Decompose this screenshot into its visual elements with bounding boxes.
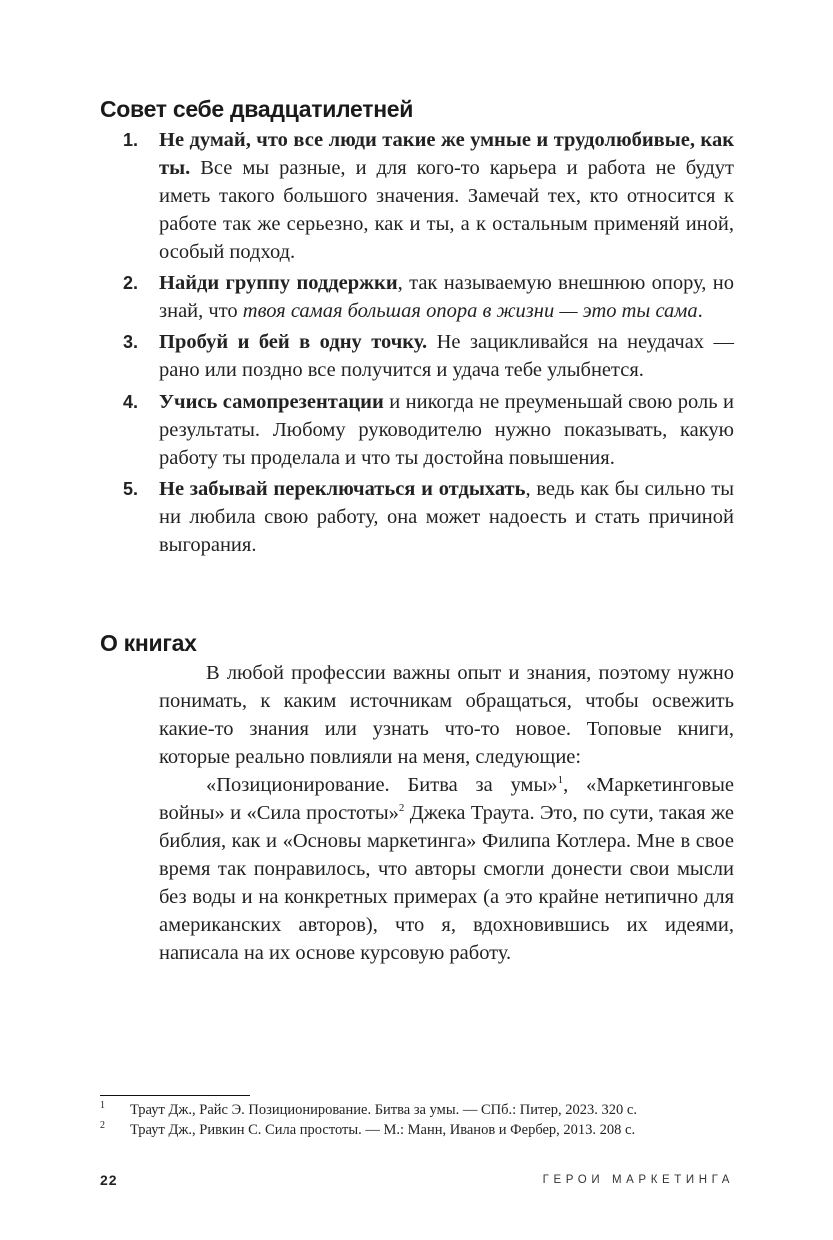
list-item-text: Все мы разные, и для кого-то карьера и работа не будут иметь такого большого значения. Замечай тех, кто относится к работе так же серьезно, как и ты, а к остальным применяй иной, особый подход.	[159, 157, 734, 263]
list-item	[100, 269, 734, 325]
list-item-text: и никогда не преуменьшай свою роль и результаты. Любому руководителю нужно показывать, какую работу ты проделала и что ты достойна повышения.	[159, 390, 734, 469]
running-head: ГЕРОИ МАРКЕТИНГА	[542, 1174, 734, 1186]
list-item-bold: Не забывай переключаться и отдыхать	[159, 477, 526, 500]
list-item-text: , так называемую внешнюю опору, но знай, что	[159, 272, 735, 323]
paragraph-text: Джека Траута. Это, по сути, такая же библия, как и «Основы маркетинга» Филипа Котлера. Мне в свое время так понравилось, что авторы смогли донести свои мысли без воды и на конкретных примерах (а это крайне нетипично для американских авторов), что я, вдохновившись их идеями, написала на их основе курсовую работу.	[159, 802, 734, 964]
list-item-text: Не зацикливайся на неудачах — рано или поздно все получится и удача тебе улыбнется.	[159, 331, 734, 382]
list-item-italic: твоя самая большая опора в жизни — это ты сама	[242, 300, 698, 323]
list-item	[100, 126, 734, 266]
footnote-text: Траут Дж., Райс Э. Позиционирование. Битва за умы. — СПб.: Питер, 2023. 320 с.	[130, 1102, 637, 1118]
paragraph-text: , «Маркетинговые войны» и «Сила простоты»	[159, 774, 734, 824]
books-body	[159, 659, 734, 967]
list-item-text: , ведь как бы сильно ты ни любила свою работу, она может надоесть и стать причиной выгорания.	[159, 477, 734, 556]
section-heading-books: О книгах	[100, 630, 197, 656]
footnote-divider	[100, 1095, 250, 1096]
paragraph-text: «Позиционирование. Битва за умы»	[206, 774, 558, 796]
list-item-number: 1.	[123, 130, 139, 150]
footnote-ref-2[interactable]: 2	[398, 802, 405, 814]
footnote-number: 2	[100, 1120, 105, 1131]
footnote-text: Траут Дж., Ривкин С. Сила простоты. — М.: Манн, Иванов и Фербер, 2013. 208 с.	[130, 1122, 636, 1138]
list-item-bold: Пробуй и бей в одну точку.	[159, 331, 428, 354]
list-item-number: 2.	[123, 273, 139, 294]
footnote	[100, 1100, 740, 1120]
page-number: 22	[100, 1172, 118, 1188]
list-item-tail: .	[697, 300, 703, 323]
paragraph	[159, 771, 734, 967]
list-item	[100, 328, 734, 384]
list-item-bold: Найди группу поддержки	[159, 272, 398, 295]
footnote-ref-1[interactable]: 1	[557, 774, 564, 786]
list-item-number: 5.	[123, 478, 139, 499]
list-item-bold: Учись самопрезентации	[159, 390, 384, 413]
section-heading-advice: Совет себе двадцатилетней	[100, 96, 414, 122]
list-item	[100, 388, 734, 472]
footnote	[100, 1120, 740, 1140]
list-item	[100, 475, 734, 559]
list-item-bold: Не думай, что все люди такие же умные и трудолюбивые, как ты.	[159, 129, 734, 179]
list-item-number: 4.	[123, 391, 139, 412]
footnotes	[100, 1100, 740, 1140]
footnote-number: 1	[100, 1100, 105, 1111]
paragraph: В любой профессии важны опыт и знания, поэтому нужно понимать, к каким источникам обращаться, чтобы освежить какие-то знания или узнать что-то новое. Топовые книги, которые реально повлияли на меня, следующие:	[159, 662, 734, 768]
list-item-number: 3.	[123, 332, 139, 353]
advice-list	[100, 126, 734, 562]
